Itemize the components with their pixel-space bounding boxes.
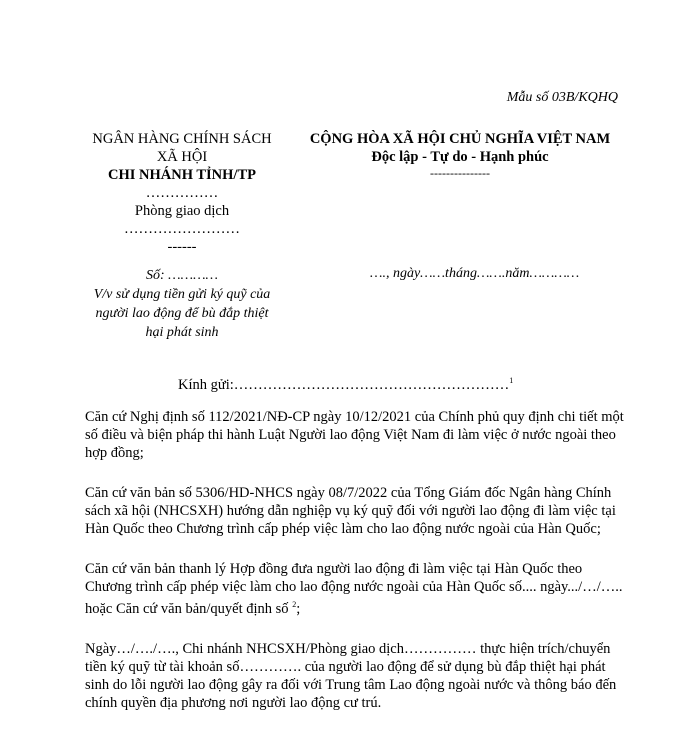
subject-line2: người lao động để bù đắp thiệt [95, 306, 269, 321]
issuer-name-line1: NGÂN HÀNG CHÍNH SÁCH [92, 131, 272, 147]
subject-line3: hại phát sinh [145, 325, 219, 340]
date-line: …., ngày……tháng…….năm………… [370, 266, 580, 281]
issuer-branch-blank: …………… [145, 185, 219, 201]
national-motto: Độc lập - Tự do - Hạnh phúc [371, 149, 549, 165]
issuer-divider: ------ [167, 239, 197, 255]
reference-number: Số: ………… [146, 268, 218, 283]
recipient-footnote: 1 [509, 376, 514, 385]
national-divider: --------------- [430, 166, 490, 180]
paragraph-4: Ngày…/…./…., Chi nhánh NHCSXH/Phòng giao dịch…………… thực hiện trích/chuyển tiền ký quỹ từ tài khoản số…………. của người lao động để sử dụng bù đắp thiệt hại phát sinh do lỗi người lao động gây ra đối với Trung tâm Lao động ngoài nước và thông báo đến chính quyền địa phương nơi người lao động cư trú. [85, 640, 617, 711]
form-code: Mẫu số 03B/KQHQ [506, 90, 618, 105]
recipient-text: Kính gửi:………………………………………………… [178, 376, 510, 393]
paragraph-3-text: Căn cứ văn bản thanh lý Hợp đồng đưa người lao động đi làm việc tại Hàn Quốc theo Chương trình cấp phép việc làm cho lao động nước ngoài của Hàn Quốc số.... ngày.../…/….. hoặc Căn cứ văn bản/quyết định số [85, 561, 623, 617]
issuer-header [72, 130, 292, 256]
recipient-line [178, 376, 513, 394]
paragraph-3 [85, 560, 625, 618]
issuer-office-blank: …………………… [124, 221, 240, 237]
paragraph-2: Căn cứ văn bản số 5306/HD-NHCS ngày 08/7/2022 của Tổng Giám đốc Ngân hàng Chính sách xã hội (NHCSXH) hướng dẫn nghiệp vụ ký quỹ đối với người lao động đi làm việc tại Hàn Quốc theo Chương trình cấp phép việc làm cho lao động nước ngoài của Hàn Quốc; [85, 485, 616, 537]
paragraph-1: Căn cứ Nghị định số 112/2021/NĐ-CP ngày 10/12/2021 của Chính phủ quy định chi tiết một số điều và biện pháp thi hành Luật Người lao động Việt Nam đi làm việc ở nước ngoài theo hợp đồng; [85, 409, 624, 461]
national-title: CỘNG HÒA XÃ HỘI CHỦ NGHĨA VIỆT NAM [309, 131, 611, 147]
issuer-name-line2: XÃ HỘI [156, 149, 208, 165]
reference-block [72, 266, 292, 342]
paragraph-3-footnote: 2 [292, 600, 297, 609]
subject-line1: V/v sử dụng tiền gửi ký quỹ của [93, 287, 271, 302]
issuer-office: Phòng giao dịch [134, 203, 230, 219]
national-header [290, 130, 630, 180]
paragraph-3-end: ; [296, 600, 301, 617]
issuer-branch: CHI NHÁNH TỈNH/TP [108, 167, 256, 183]
body-text [85, 408, 625, 734]
